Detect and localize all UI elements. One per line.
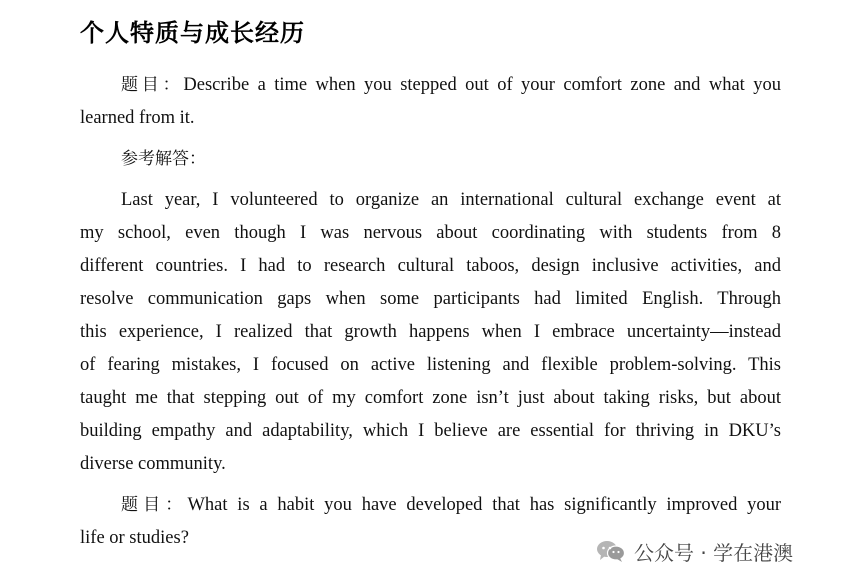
answer-label: 参考解答： — [121, 149, 206, 169]
answer-line: my school, even though I was nervous about coordinating with students from 8 — [80, 223, 781, 243]
answer-line: building empathy and adaptability, which I believe are essential for thriving in DKU’s — [80, 421, 781, 441]
answer-line: diverse community. — [80, 454, 226, 474]
answer-line: different countries. I had to research cultural taboos, design inclusive activities, and — [80, 256, 781, 276]
answer-line: taught me that stepping out of my comfort zone isn’t just about taking risks, but about — [80, 388, 781, 408]
question-1-text: Describe a time when you stepped out of your comfort zone and what you — [183, 75, 781, 95]
section-heading: 个人特质与成长经历 — [80, 19, 305, 47]
question-2-label: 题目： — [121, 495, 188, 515]
question-2-text: What is a habit you have developed that has significantly improved your — [187, 495, 782, 515]
answer-line: of fearing mistakes, I focused on active listening and flexible problem-solving. This — [80, 355, 781, 375]
question-1-line-1 — [121, 72, 781, 98]
question-2-line-2: life or studies? — [80, 528, 189, 548]
answer-line: Last year, I volunteered to organize an international cultural exchange event at — [121, 190, 781, 210]
watermark — [596, 536, 793, 566]
wechat-icon — [596, 539, 626, 563]
question-1-line-2: learned from it. — [80, 108, 195, 128]
watermark-text: 公众号 · 学在港澳 — [634, 540, 794, 565]
question-2-line-1 — [121, 492, 781, 518]
question-1-label: 题目： — [121, 75, 184, 95]
answer-line: this experience, I realized that growth happens when I embrace uncertainty—instead — [80, 322, 781, 342]
answer-line: resolve communication gaps when some participants had limited English. Through — [80, 289, 781, 309]
